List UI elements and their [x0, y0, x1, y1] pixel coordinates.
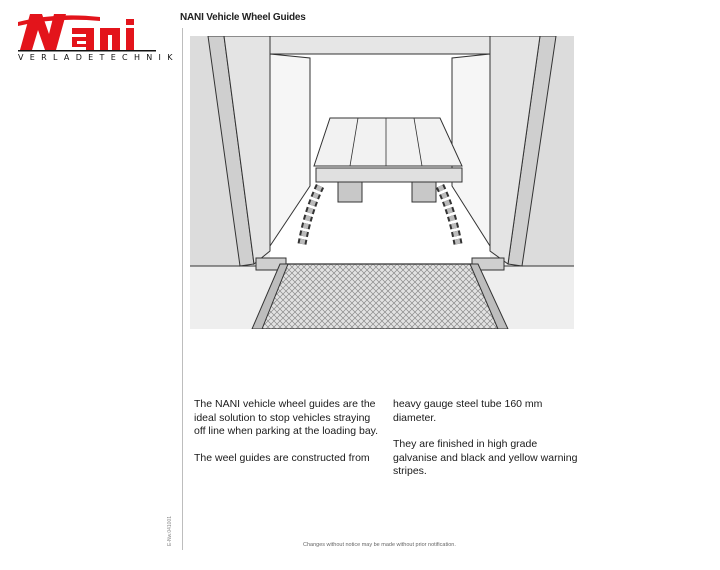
- document-title: NANI Vehicle Wheel Guides: [180, 12, 306, 23]
- footer-note: Changes without notice may be made without prior notification.: [303, 542, 456, 548]
- document-code: E-Nw.041001: [167, 515, 173, 546]
- paragraph: The weel guides are constructed from: [194, 451, 370, 464]
- description-column-right: [393, 398, 578, 492]
- paragraph: heavy gauge steel tube 160 mm diameter.: [393, 398, 543, 424]
- nani-logo: [16, 12, 161, 72]
- brand-tagline: VERLADETECHNIK: [18, 53, 179, 62]
- paragraph: The NANI vehicle wheel guides are the ideal solution to stop vehicles straying off line when parking at the loading bay.: [194, 398, 379, 437]
- loading-bay-illustration: [190, 36, 574, 329]
- paragraph: They are finished in high grade galvanise and black and yellow warning stripes.: [393, 438, 578, 477]
- description-column-left: [194, 398, 379, 478]
